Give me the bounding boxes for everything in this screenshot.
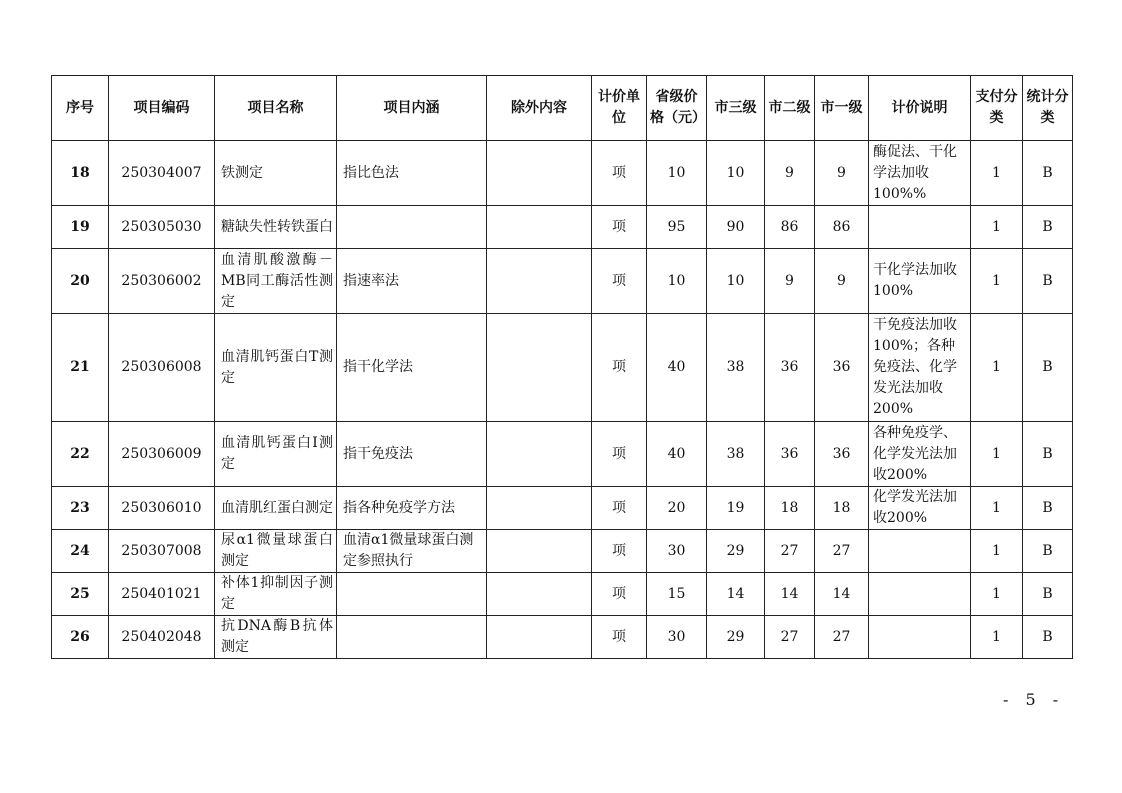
cell-pay: 1 bbox=[971, 573, 1023, 616]
cell-code: 250306002 bbox=[109, 249, 215, 314]
cell-code: 250304007 bbox=[109, 141, 215, 206]
cell-city3: 10 bbox=[707, 249, 765, 314]
cell-city1: 9 bbox=[815, 141, 869, 206]
table-row bbox=[52, 487, 1073, 530]
cell-city2: 86 bbox=[765, 206, 815, 249]
cell-city2: 9 bbox=[765, 141, 815, 206]
cell-city2: 14 bbox=[765, 573, 815, 616]
cell-exclude bbox=[487, 487, 592, 530]
cell-province-price: 10 bbox=[647, 249, 707, 314]
cell-name: 血清肌红蛋白测定 bbox=[215, 487, 337, 530]
cell-code: 250307008 bbox=[109, 530, 215, 573]
cell-province-price: 20 bbox=[647, 487, 707, 530]
table-row bbox=[52, 314, 1073, 422]
col-header-note: 计价说明 bbox=[869, 76, 971, 141]
cell-city1: 86 bbox=[815, 206, 869, 249]
cell-seq: 23 bbox=[52, 487, 109, 530]
cell-stat: B bbox=[1023, 249, 1073, 314]
cell-stat: B bbox=[1023, 616, 1073, 659]
price-table bbox=[51, 75, 1073, 659]
cell-name: 糖缺失性转铁蛋白 bbox=[215, 206, 337, 249]
cell-city3: 10 bbox=[707, 141, 765, 206]
cell-pay: 1 bbox=[971, 141, 1023, 206]
cell-city1: 27 bbox=[815, 530, 869, 573]
cell-pay: 1 bbox=[971, 422, 1023, 487]
cell-note bbox=[869, 530, 971, 573]
cell-unit: 项 bbox=[592, 422, 647, 487]
cell-stat: B bbox=[1023, 530, 1073, 573]
table-row bbox=[52, 573, 1073, 616]
cell-seq: 22 bbox=[52, 422, 109, 487]
cell-pay: 1 bbox=[971, 487, 1023, 530]
cell-city2: 36 bbox=[765, 314, 815, 422]
cell-city3: 38 bbox=[707, 314, 765, 422]
cell-code: 250305030 bbox=[109, 206, 215, 249]
cell-province-price: 30 bbox=[647, 530, 707, 573]
cell-seq: 20 bbox=[52, 249, 109, 314]
cell-content: 血清α1微量球蛋白测定参照执行 bbox=[337, 530, 487, 573]
col-header-unit: 计价单位 bbox=[592, 76, 647, 141]
cell-seq: 26 bbox=[52, 616, 109, 659]
cell-province-price: 40 bbox=[647, 314, 707, 422]
cell-city2: 9 bbox=[765, 249, 815, 314]
cell-code: 250401021 bbox=[109, 573, 215, 616]
table-row bbox=[52, 422, 1073, 487]
cell-code: 250306009 bbox=[109, 422, 215, 487]
cell-code: 250402048 bbox=[109, 616, 215, 659]
cell-city1: 9 bbox=[815, 249, 869, 314]
cell-name: 血清肌钙蛋白T测定 bbox=[215, 314, 337, 422]
cell-content: 指比色法 bbox=[337, 141, 487, 206]
cell-exclude bbox=[487, 249, 592, 314]
col-header-pay: 支付分类 bbox=[971, 76, 1023, 141]
cell-province-price: 15 bbox=[647, 573, 707, 616]
table-row bbox=[52, 141, 1073, 206]
cell-unit: 项 bbox=[592, 530, 647, 573]
table-row bbox=[52, 530, 1073, 573]
cell-city2: 18 bbox=[765, 487, 815, 530]
cell-content: 指干化学法 bbox=[337, 314, 487, 422]
cell-stat: B bbox=[1023, 141, 1073, 206]
cell-note: 干化学法加收100% bbox=[869, 249, 971, 314]
cell-seq: 21 bbox=[52, 314, 109, 422]
cell-city1: 27 bbox=[815, 616, 869, 659]
col-header-seq: 序号 bbox=[52, 76, 109, 141]
cell-stat: B bbox=[1023, 573, 1073, 616]
cell-note bbox=[869, 616, 971, 659]
cell-unit: 项 bbox=[592, 487, 647, 530]
cell-province-price: 30 bbox=[647, 616, 707, 659]
cell-exclude bbox=[487, 314, 592, 422]
cell-code: 250306008 bbox=[109, 314, 215, 422]
cell-city2: 36 bbox=[765, 422, 815, 487]
cell-exclude bbox=[487, 422, 592, 487]
cell-pay: 1 bbox=[971, 206, 1023, 249]
cell-pay: 1 bbox=[971, 249, 1023, 314]
cell-note: 酶促法、干化学法加收100%% bbox=[869, 141, 971, 206]
cell-seq: 24 bbox=[52, 530, 109, 573]
cell-city3: 90 bbox=[707, 206, 765, 249]
cell-stat: B bbox=[1023, 206, 1073, 249]
cell-seq: 18 bbox=[52, 141, 109, 206]
cell-note: 化学发光法加收200% bbox=[869, 487, 971, 530]
cell-city1: 36 bbox=[815, 422, 869, 487]
cell-unit: 项 bbox=[592, 573, 647, 616]
cell-content bbox=[337, 616, 487, 659]
cell-unit: 项 bbox=[592, 249, 647, 314]
cell-unit: 项 bbox=[592, 141, 647, 206]
col-header-city1: 市一级 bbox=[815, 76, 869, 141]
col-header-content: 项目内涵 bbox=[337, 76, 487, 141]
cell-note bbox=[869, 206, 971, 249]
cell-name: 铁测定 bbox=[215, 141, 337, 206]
col-header-city2: 市二级 bbox=[765, 76, 815, 141]
cell-content bbox=[337, 206, 487, 249]
cell-unit: 项 bbox=[592, 314, 647, 422]
cell-name: 补体1抑制因子测定 bbox=[215, 573, 337, 616]
cell-unit: 项 bbox=[592, 616, 647, 659]
cell-unit: 项 bbox=[592, 206, 647, 249]
cell-exclude bbox=[487, 530, 592, 573]
cell-name: 尿α1微量球蛋白测定 bbox=[215, 530, 337, 573]
cell-code: 250306010 bbox=[109, 487, 215, 530]
cell-stat: B bbox=[1023, 487, 1073, 530]
cell-seq: 19 bbox=[52, 206, 109, 249]
cell-name: 血清肌酸激酶－MB同工酶活性测定 bbox=[215, 249, 337, 314]
cell-seq: 25 bbox=[52, 573, 109, 616]
cell-city1: 36 bbox=[815, 314, 869, 422]
cell-note: 各种免疫学、化学发光法加收200% bbox=[869, 422, 971, 487]
cell-exclude bbox=[487, 573, 592, 616]
cell-city1: 18 bbox=[815, 487, 869, 530]
table-row bbox=[52, 249, 1073, 314]
table-row bbox=[52, 206, 1073, 249]
table-row bbox=[52, 616, 1073, 659]
cell-exclude bbox=[487, 206, 592, 249]
col-header-exclude: 除外内容 bbox=[487, 76, 592, 141]
col-header-code: 项目编码 bbox=[109, 76, 215, 141]
cell-city1: 14 bbox=[815, 573, 869, 616]
cell-stat: B bbox=[1023, 422, 1073, 487]
cell-city2: 27 bbox=[765, 616, 815, 659]
col-header-province-price: 省级价格（元） bbox=[647, 76, 707, 141]
cell-province-price: 10 bbox=[647, 141, 707, 206]
cell-city3: 29 bbox=[707, 530, 765, 573]
cell-note bbox=[869, 573, 971, 616]
cell-name: 血清肌钙蛋白Ⅰ测定 bbox=[215, 422, 337, 487]
cell-city2: 27 bbox=[765, 530, 815, 573]
col-header-city3: 市三级 bbox=[707, 76, 765, 141]
cell-content bbox=[337, 573, 487, 616]
cell-province-price: 40 bbox=[647, 422, 707, 487]
cell-pay: 1 bbox=[971, 314, 1023, 422]
col-header-stat: 统计分类 bbox=[1023, 76, 1073, 141]
page-number: - 5 - bbox=[1003, 690, 1065, 709]
cell-stat: B bbox=[1023, 314, 1073, 422]
cell-content: 指速率法 bbox=[337, 249, 487, 314]
cell-city3: 29 bbox=[707, 616, 765, 659]
cell-note: 干免疫法加收100%；各种免疫法、化学发光法加收200% bbox=[869, 314, 971, 422]
cell-city3: 14 bbox=[707, 573, 765, 616]
cell-city3: 19 bbox=[707, 487, 765, 530]
cell-content: 指各种免疫学方法 bbox=[337, 487, 487, 530]
cell-pay: 1 bbox=[971, 530, 1023, 573]
col-header-name: 项目名称 bbox=[215, 76, 337, 141]
cell-province-price: 95 bbox=[647, 206, 707, 249]
cell-exclude bbox=[487, 616, 592, 659]
cell-exclude bbox=[487, 141, 592, 206]
cell-pay: 1 bbox=[971, 616, 1023, 659]
cell-city3: 38 bbox=[707, 422, 765, 487]
table-header-row bbox=[52, 76, 1073, 141]
cell-content: 指干免疫法 bbox=[337, 422, 487, 487]
cell-name: 抗DNA酶B抗体测定 bbox=[215, 616, 337, 659]
